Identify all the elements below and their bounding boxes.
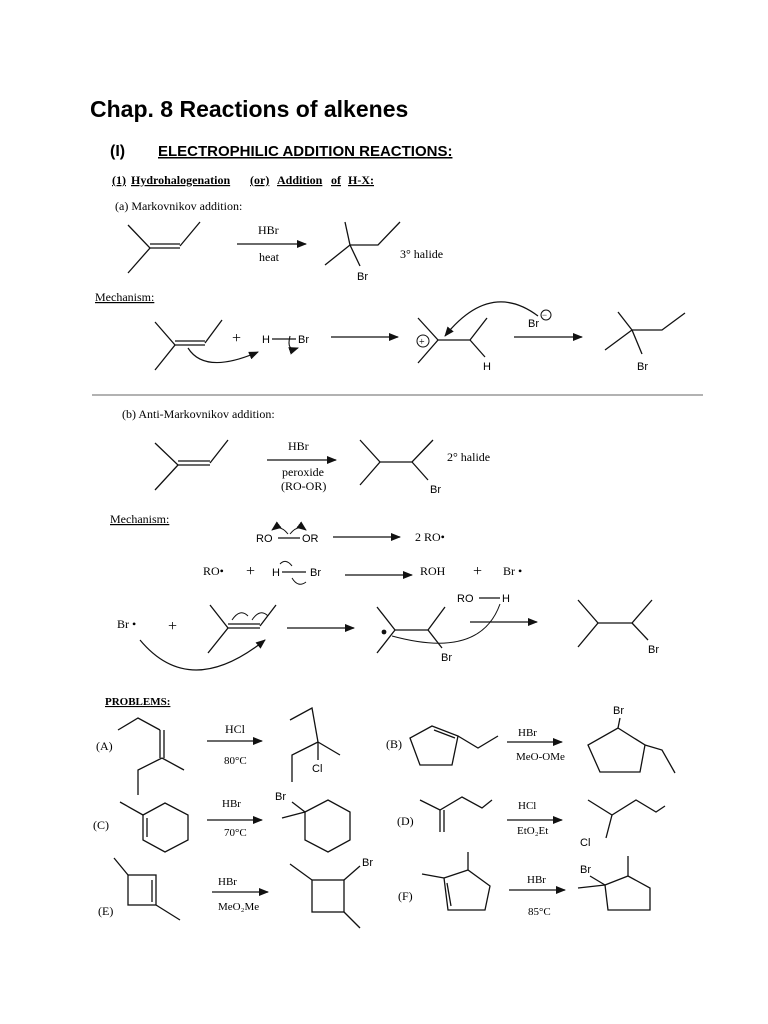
problem-d-condition: EtO₂Et [517,825,549,837]
mech2-alkene [208,605,276,653]
mech2-h: H [272,567,280,579]
problem-b-condition: MeO-OMe [516,751,565,763]
reactant-2-methyl-2-butene [128,222,200,273]
sub-w2: (or) [250,173,270,187]
mech2-radical-intermediate [377,607,445,653]
problem-c-letter: (C) [93,818,109,832]
problem-e-br: Br [362,857,373,869]
problem-f-reactant [422,852,490,910]
problem-c-product [282,800,350,852]
problem-a-reagent: HCl [225,722,246,736]
br-a: Br [357,271,368,283]
br-radical-2: Br • [117,617,137,631]
mech1-br-product: Br [637,361,648,373]
problem-f-condition: 85°C [528,906,551,918]
mech1-br: Br [298,334,309,346]
ro-radical: RO• [203,564,224,578]
product-type-2: 2° halide [447,450,491,464]
mech2-2ro: 2 RO• [415,530,445,544]
problem-e-reactant [114,858,180,920]
mech2-fishhook-arc [392,604,500,643]
problem-c-reactant [120,802,188,852]
sub-w3: Addition [277,173,323,187]
mech2-product [578,600,652,647]
anti-product [360,440,433,485]
problem-d-reactant [420,797,492,832]
fishhook-3 [292,578,306,584]
mechanism-label-1: Mechanism: [95,290,155,304]
ro-3: RO [457,593,474,605]
problems-label: PROBLEMS: [105,696,171,708]
problem-b-product [588,718,675,773]
condition-heat: heat [259,250,279,264]
mechanism-label-2: Mechanism: [110,512,170,526]
br-anion: Br [528,318,539,330]
problem-d-product [588,800,665,838]
condition-peroxide: peroxide [282,465,324,479]
page-title: Chap. 8 Reactions of alkenes [90,96,409,122]
problem-c-reagent: HBr [222,798,241,810]
br-radical: Br • [503,564,523,578]
mech1-carbocation [418,318,487,363]
problem-c-condition: 70°C [224,827,247,839]
or-1: OR [302,533,319,545]
problem-e-letter: (E) [98,904,114,918]
mech2-plus-2: + [473,563,483,580]
mech2-plus-1: + [246,563,256,580]
condition-ro-or: (RO-OR) [281,479,327,493]
mech2-br: Br [310,567,321,579]
problem-a-letter: (A) [96,739,113,753]
mech2-h3: H [502,593,510,605]
problem-a-condition: 80°C [224,755,247,767]
mech1-h: H [262,334,270,346]
reagent-hbr-b: HBr [288,439,309,453]
mech2-plus-3: + [168,618,178,635]
anti-reactant [155,440,228,490]
mech1-curved-arrow-1 [188,348,258,363]
sub-w5: H-X: [348,173,374,187]
mech2-br3: Br [441,652,452,664]
problem-b-br: Br [613,705,624,717]
problem-d-letter: (D) [397,814,414,828]
problem-f-reagent: HBr [527,874,546,886]
mech1-plus: + [232,330,242,347]
problem-f-br: Br [580,864,591,876]
fishhook-1 [272,528,288,534]
mech1-h2: H [483,361,491,373]
anti-label: (b) Anti-Markovnikov addition: [122,407,275,421]
fishhook-4 [280,561,292,566]
problem-d-reagent: HCl [518,800,537,812]
problem-c-br: Br [275,791,286,803]
section-numeral: (I) [110,143,126,160]
minus-charge: − [542,310,548,320]
radical-dot [382,630,387,635]
problem-e-reagent: HBr [218,876,237,888]
sub-w4: of [331,173,341,187]
reagent-hbr-a: HBr [258,223,279,237]
problem-e-product [290,864,360,928]
problem-a-cl: Cl [312,763,323,775]
mech1-curved-arrow-2 [289,336,298,349]
product-type-3: 3° halide [400,247,444,261]
mech2-curved-arrow [140,640,265,670]
section-heading: ELECTROPHILIC ADDITION REACTIONS: [158,143,453,160]
sub-num: (1) [112,173,126,187]
subsection-heading [112,173,374,187]
markovnikov-label: (a) Markovnikov addition: [115,199,243,213]
problem-a-reactant [118,718,184,795]
mech2-br4: Br [648,644,659,656]
br-b: Br [430,484,441,496]
mech1-product [605,312,685,354]
product-3-halide [325,222,400,266]
mech1-curved-arrow-3 [445,302,538,336]
roh: ROH [420,564,446,578]
problem-d-cl: Cl [580,837,591,849]
problem-e-condition: MeO₂Me [218,901,260,913]
problem-b-letter: (B) [386,737,402,751]
problem-f-letter: (F) [398,889,413,903]
ro-1: RO [256,533,273,545]
plus-charge: + [419,337,425,348]
problem-b-reactant [410,726,498,765]
problem-b-reagent: HBr [518,727,537,739]
fishhook-5 [232,613,248,620]
sub-w1: Hydrohalogenation [131,173,231,187]
